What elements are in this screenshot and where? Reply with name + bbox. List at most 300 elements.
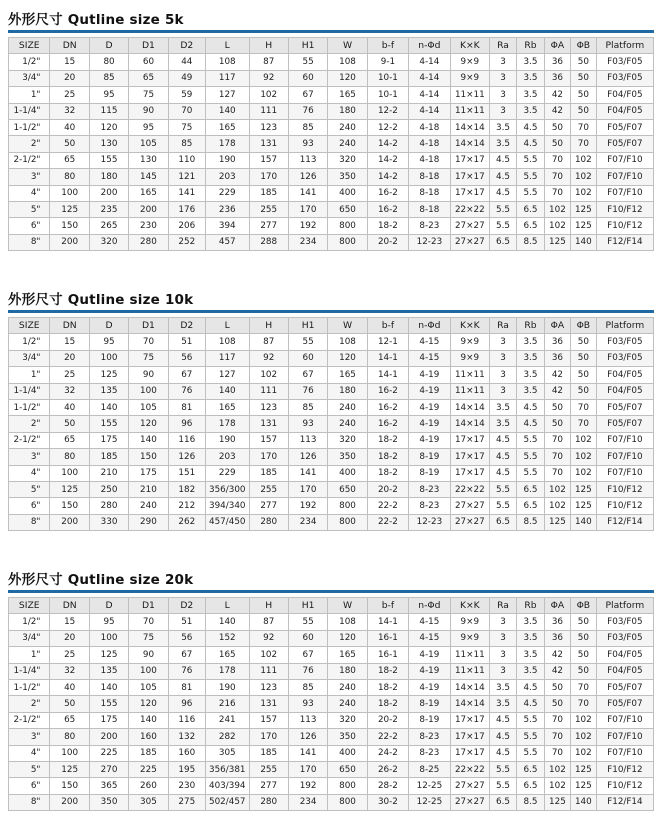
table-row: [9, 745, 654, 761]
table-cell: 40: [50, 399, 89, 415]
table-cell: 95: [89, 334, 128, 350]
table-cell: 16-1: [367, 647, 408, 663]
table-cell: 80: [50, 449, 89, 465]
size-cell: 2-1/2": [9, 152, 50, 168]
table-cell: 18-2: [367, 218, 408, 234]
table-cell: 255: [249, 481, 288, 497]
table-cell: F10/F12: [596, 778, 653, 794]
table-cell: 70: [544, 432, 570, 448]
table-cell: 20-2: [367, 234, 408, 250]
table-cell: 165: [328, 647, 367, 663]
column-header: SIZE: [9, 38, 50, 54]
table-row: [9, 481, 654, 497]
table-cell: 8-18: [409, 201, 450, 217]
table-cell: 92: [249, 350, 288, 366]
table-cell: 22×22: [450, 201, 489, 217]
column-header: n-Φd: [409, 38, 450, 54]
table-cell: 3.5: [516, 630, 544, 646]
table-cell: F03/F05: [596, 630, 653, 646]
table-cell: 160: [168, 745, 205, 761]
size-cell: 4": [9, 185, 50, 201]
size-cell: 3/4": [9, 70, 50, 86]
table-cell: 117: [205, 70, 249, 86]
table-cell: 5.5: [516, 185, 544, 201]
table-cell: 6.5: [490, 514, 517, 530]
table-row: [9, 498, 654, 514]
table-cell: 12-2: [367, 103, 408, 119]
size-cell: 5": [9, 201, 50, 217]
table-row: [9, 778, 654, 794]
table-cell: 85: [288, 679, 327, 695]
table-cell: 140: [129, 432, 168, 448]
column-header: D1: [129, 38, 168, 54]
table-cell: 70: [544, 712, 570, 728]
table-cell: 70: [570, 679, 596, 695]
table-cell: 3.5: [516, 383, 544, 399]
table-cell: 102: [570, 745, 596, 761]
column-header: K×K: [450, 38, 489, 54]
table-cell: 25: [50, 87, 89, 103]
table-cell: 11×11: [450, 103, 489, 119]
table-cell: 350: [328, 169, 367, 185]
table-cell: F10/F12: [596, 218, 653, 234]
table-cell: 5.5: [490, 761, 517, 777]
table-cell: F04/F05: [596, 103, 653, 119]
table-cell: 18-2: [367, 465, 408, 481]
table-cell: F07/F10: [596, 449, 653, 465]
table-cell: 212: [168, 498, 205, 514]
table-cell: 126: [288, 449, 327, 465]
table-cell: 102: [570, 465, 596, 481]
table-cell: 320: [328, 712, 367, 728]
table-cell: 457/450: [205, 514, 249, 530]
table-cell: 206: [168, 218, 205, 234]
table-cell: 800: [328, 498, 367, 514]
column-header: b-f: [367, 598, 408, 614]
table-cell: 255: [249, 201, 288, 217]
table-cell: 123: [249, 119, 288, 135]
table-cell: 157: [249, 712, 288, 728]
table-cell: 5.5: [490, 218, 517, 234]
column-header: ΦB: [570, 318, 596, 334]
table-cell: F10/F12: [596, 761, 653, 777]
table-cell: 55: [288, 54, 327, 70]
table-cell: F05/F07: [596, 399, 653, 415]
table-cell: 185: [89, 449, 128, 465]
table-cell: 102: [249, 647, 288, 663]
spec-table: [8, 317, 654, 531]
table-cell: F12/F14: [596, 514, 653, 530]
column-header: H1: [288, 318, 327, 334]
table-cell: 200: [50, 514, 89, 530]
table-cell: 105: [129, 399, 168, 415]
table-cell: 22×22: [450, 481, 489, 497]
table-cell: 200: [129, 201, 168, 217]
table-cell: 22×22: [450, 761, 489, 777]
table-cell: F10/F12: [596, 498, 653, 514]
table-cell: 150: [50, 218, 89, 234]
table-cell: 42: [544, 383, 570, 399]
table-cell: 30-2: [367, 794, 408, 810]
table-cell: 25: [50, 647, 89, 663]
table-cell: 102: [544, 218, 570, 234]
table-cell: 8-18: [409, 169, 450, 185]
table-cell: 27×27: [450, 218, 489, 234]
table-cell: 350: [328, 729, 367, 745]
table-cell: 4.5: [516, 136, 544, 152]
table-cell: 60: [288, 630, 327, 646]
column-header: D: [89, 318, 128, 334]
table-cell: 14×14: [450, 679, 489, 695]
table-cell: 14-1: [367, 614, 408, 630]
table-cell: 170: [249, 449, 288, 465]
table-cell: 32: [50, 103, 89, 119]
table-cell: F05/F07: [596, 136, 653, 152]
table-cell: 800: [328, 234, 367, 250]
table-cell: 3.5: [516, 367, 544, 383]
table-cell: 155: [89, 696, 128, 712]
table-cell: 234: [288, 234, 327, 250]
table-cell: 280: [89, 498, 128, 514]
column-header: DN: [50, 38, 89, 54]
column-header: D: [89, 38, 128, 54]
table-cell: F10/F12: [596, 201, 653, 217]
table-cell: 120: [129, 696, 168, 712]
table-row: [9, 729, 654, 745]
column-header: D1: [129, 318, 168, 334]
table-cell: 100: [129, 663, 168, 679]
table-row: [9, 350, 654, 366]
table-cell: 113: [288, 432, 327, 448]
table-cell: 22-2: [367, 514, 408, 530]
size-cell: 8": [9, 234, 50, 250]
table-cell: 102: [570, 712, 596, 728]
table-cell: 126: [168, 449, 205, 465]
column-header: L: [205, 318, 249, 334]
size-cell: 6": [9, 778, 50, 794]
table-cell: 230: [129, 218, 168, 234]
table-cell: 36: [544, 614, 570, 630]
size-cell: 2": [9, 136, 50, 152]
table-cell: 102: [570, 152, 596, 168]
column-header: n-Φd: [409, 598, 450, 614]
column-header: W: [328, 318, 367, 334]
table-cell: 8.5: [516, 234, 544, 250]
table-cell: 50: [570, 383, 596, 399]
table-cell: 650: [328, 481, 367, 497]
table-cell: 241: [205, 712, 249, 728]
table-cell: 157: [249, 432, 288, 448]
column-header: ΦA: [544, 598, 570, 614]
table-cell: 240: [129, 498, 168, 514]
table-cell: 170: [288, 761, 327, 777]
column-header: H: [249, 38, 288, 54]
table-cell: 130: [129, 152, 168, 168]
table-cell: 70: [544, 169, 570, 185]
table-cell: 282: [205, 729, 249, 745]
table-cell: 4.5: [490, 729, 517, 745]
table-cell: 27×27: [450, 778, 489, 794]
section-rule: [8, 310, 654, 313]
table-cell: 8-25: [409, 761, 450, 777]
table-cell: 8-18: [409, 185, 450, 201]
table-cell: 9×9: [450, 70, 489, 86]
table-row: [9, 54, 654, 70]
table-cell: 93: [288, 416, 327, 432]
table-cell: F05/F07: [596, 679, 653, 695]
table-cell: F04/F05: [596, 87, 653, 103]
table-row: [9, 794, 654, 810]
table-cell: 42: [544, 103, 570, 119]
table-cell: 25: [50, 367, 89, 383]
table-cell: 28-2: [367, 778, 408, 794]
table-cell: 14×14: [450, 696, 489, 712]
table-row: [9, 663, 654, 679]
table-cell: 81: [168, 679, 205, 695]
table-cell: 250: [89, 481, 128, 497]
table-cell: 50: [570, 663, 596, 679]
size-cell: 6": [9, 498, 50, 514]
spec-table: [8, 597, 654, 811]
table-cell: 178: [205, 416, 249, 432]
table-cell: 15: [50, 54, 89, 70]
table-cell: 100: [129, 383, 168, 399]
table-cell: F12/F14: [596, 794, 653, 810]
column-header: H1: [288, 598, 327, 614]
size-cell: 2-1/2": [9, 712, 50, 728]
table-cell: 4-15: [409, 334, 450, 350]
table-cell: 400: [328, 745, 367, 761]
table-cell: 4.5: [490, 712, 517, 728]
table-cell: 125: [50, 761, 89, 777]
table-cell: 170: [249, 169, 288, 185]
table-cell: 165: [205, 119, 249, 135]
table-cell: 3: [490, 663, 517, 679]
table-cell: 12-1: [367, 334, 408, 350]
table-cell: 502/457: [205, 794, 249, 810]
table-cell: 36: [544, 630, 570, 646]
table-cell: 190: [205, 432, 249, 448]
table-cell: 67: [288, 367, 327, 383]
table-cell: 132: [168, 729, 205, 745]
table-row: [9, 234, 654, 250]
table-cell: 42: [544, 647, 570, 663]
table-cell: 14×14: [450, 136, 489, 152]
table-cell: 92: [249, 70, 288, 86]
table-cell: 155: [89, 416, 128, 432]
table-cell: 4-15: [409, 350, 450, 366]
table-row: [9, 465, 654, 481]
table-cell: 234: [288, 794, 327, 810]
table-cell: 240: [328, 416, 367, 432]
table-cell: 262: [168, 514, 205, 530]
table-cell: 3: [490, 350, 517, 366]
column-header: Ra: [490, 598, 517, 614]
table-cell: 4.5: [490, 169, 517, 185]
section-title: 外形尺寸 Qutline size 5k: [8, 12, 184, 28]
table-cell: 56: [168, 350, 205, 366]
table-cell: 3.5: [516, 54, 544, 70]
table-cell: 125: [570, 481, 596, 497]
table-cell: 85: [89, 70, 128, 86]
table-cell: 16-2: [367, 416, 408, 432]
table-cell: 125: [89, 367, 128, 383]
table-cell: 60: [288, 70, 327, 86]
column-header: H1: [288, 38, 327, 54]
table-cell: 14-2: [367, 136, 408, 152]
table-cell: 85: [288, 119, 327, 135]
table-cell: 216: [205, 696, 249, 712]
table-cell: 50: [544, 119, 570, 135]
table-cell: 400: [328, 465, 367, 481]
table-cell: 225: [89, 745, 128, 761]
table-cell: 130: [89, 136, 128, 152]
table-cell: 12-23: [409, 234, 450, 250]
table-cell: 3: [490, 383, 517, 399]
table-cell: F07/F10: [596, 185, 653, 201]
table-cell: 65: [129, 70, 168, 86]
table-cell: 125: [89, 647, 128, 663]
table-cell: 16-2: [367, 383, 408, 399]
table-cell: 11×11: [450, 663, 489, 679]
table-cell: 394: [205, 218, 249, 234]
table-row: [9, 136, 654, 152]
table-cell: 280: [249, 794, 288, 810]
size-cell: 3/4": [9, 350, 50, 366]
table-cell: 356/381: [205, 761, 249, 777]
table-cell: 5.5: [516, 169, 544, 185]
table-cell: 60: [288, 350, 327, 366]
table-cell: 20: [50, 70, 89, 86]
table-cell: F03/F05: [596, 70, 653, 86]
table-cell: 17×17: [450, 465, 489, 481]
column-header: ΦA: [544, 318, 570, 334]
table-cell: 16-2: [367, 201, 408, 217]
table-cell: 6.5: [516, 778, 544, 794]
table-cell: 3.5: [516, 350, 544, 366]
table-cell: 195: [168, 761, 205, 777]
column-header: DN: [50, 598, 89, 614]
table-cell: 50: [544, 136, 570, 152]
table-cell: 4.5: [490, 432, 517, 448]
table-cell: 141: [288, 465, 327, 481]
table-cell: 126: [288, 729, 327, 745]
table-cell: 5.5: [516, 152, 544, 168]
table-cell: 3.5: [490, 136, 517, 152]
column-header: SIZE: [9, 598, 50, 614]
table-cell: 175: [89, 712, 128, 728]
table-cell: 320: [328, 152, 367, 168]
size-cell: 1-1/4": [9, 383, 50, 399]
table-header: [9, 318, 654, 334]
table-cell: F04/F05: [596, 647, 653, 663]
table-cell: 17×17: [450, 432, 489, 448]
table-cell: 394/340: [205, 498, 249, 514]
column-header: H: [249, 318, 288, 334]
table-cell: 260: [129, 778, 168, 794]
table-cell: 85: [168, 136, 205, 152]
table-cell: 93: [288, 136, 327, 152]
table-cell: 11×11: [450, 87, 489, 103]
size-cell: 1": [9, 647, 50, 663]
table-cell: 800: [328, 794, 367, 810]
table-cell: 150: [129, 449, 168, 465]
table-cell: 65: [50, 712, 89, 728]
table-cell: 67: [288, 647, 327, 663]
table-cell: 75: [129, 630, 168, 646]
table-cell: 85: [288, 399, 327, 415]
table-cell: 236: [205, 201, 249, 217]
table-cell: 50: [570, 350, 596, 366]
table-cell: 350: [328, 449, 367, 465]
table-cell: 6.5: [516, 761, 544, 777]
table-cell: 125: [50, 201, 89, 217]
table-cell: 108: [205, 54, 249, 70]
table-cell: 8-19: [409, 696, 450, 712]
table-cell: 330: [89, 514, 128, 530]
size-cell: 3": [9, 169, 50, 185]
table-cell: 8-23: [409, 729, 450, 745]
table-cell: 165: [205, 647, 249, 663]
table-row: [9, 432, 654, 448]
table-cell: 9-1: [367, 54, 408, 70]
table-cell: 56: [168, 630, 205, 646]
table-cell: 22-2: [367, 729, 408, 745]
table-cell: 6.5: [490, 794, 517, 810]
table-cell: 229: [205, 185, 249, 201]
table-cell: 75: [129, 87, 168, 103]
table-cell: 3: [490, 334, 517, 350]
table-cell: 42: [544, 87, 570, 103]
table-cell: 125: [570, 761, 596, 777]
table-cell: 96: [168, 696, 205, 712]
table-cell: F07/F10: [596, 152, 653, 168]
table-cell: 3: [490, 87, 517, 103]
table-cell: 105: [129, 679, 168, 695]
table-cell: 18-2: [367, 696, 408, 712]
table-cell: 155: [89, 152, 128, 168]
table-cell: 12-25: [409, 794, 450, 810]
table-cell: 123: [249, 679, 288, 695]
table-cell: 32: [50, 663, 89, 679]
table-cell: 176: [168, 201, 205, 217]
table-cell: 8-23: [409, 498, 450, 514]
size-cell: 3/4": [9, 630, 50, 646]
table-cell: 165: [205, 399, 249, 415]
table-cell: 234: [288, 514, 327, 530]
column-header: D2: [168, 38, 205, 54]
table-cell: 3.5: [490, 416, 517, 432]
table-cell: F07/F10: [596, 712, 653, 728]
table-cell: F04/F05: [596, 663, 653, 679]
table-cell: 280: [129, 234, 168, 250]
table-cell: 81: [168, 399, 205, 415]
table-row: [9, 334, 654, 350]
table-cell: F03/F05: [596, 350, 653, 366]
table-cell: 50: [570, 614, 596, 630]
size-cell: 1-1/2": [9, 119, 50, 135]
column-header: ΦB: [570, 598, 596, 614]
size-cell: 3": [9, 729, 50, 745]
table-cell: 210: [129, 481, 168, 497]
table-cell: 140: [205, 103, 249, 119]
table-cell: 108: [328, 54, 367, 70]
table-cell: F12/F14: [596, 234, 653, 250]
size-cell: 6": [9, 218, 50, 234]
table-cell: 15: [50, 614, 89, 630]
column-header: SIZE: [9, 318, 50, 334]
table-cell: 70: [129, 334, 168, 350]
